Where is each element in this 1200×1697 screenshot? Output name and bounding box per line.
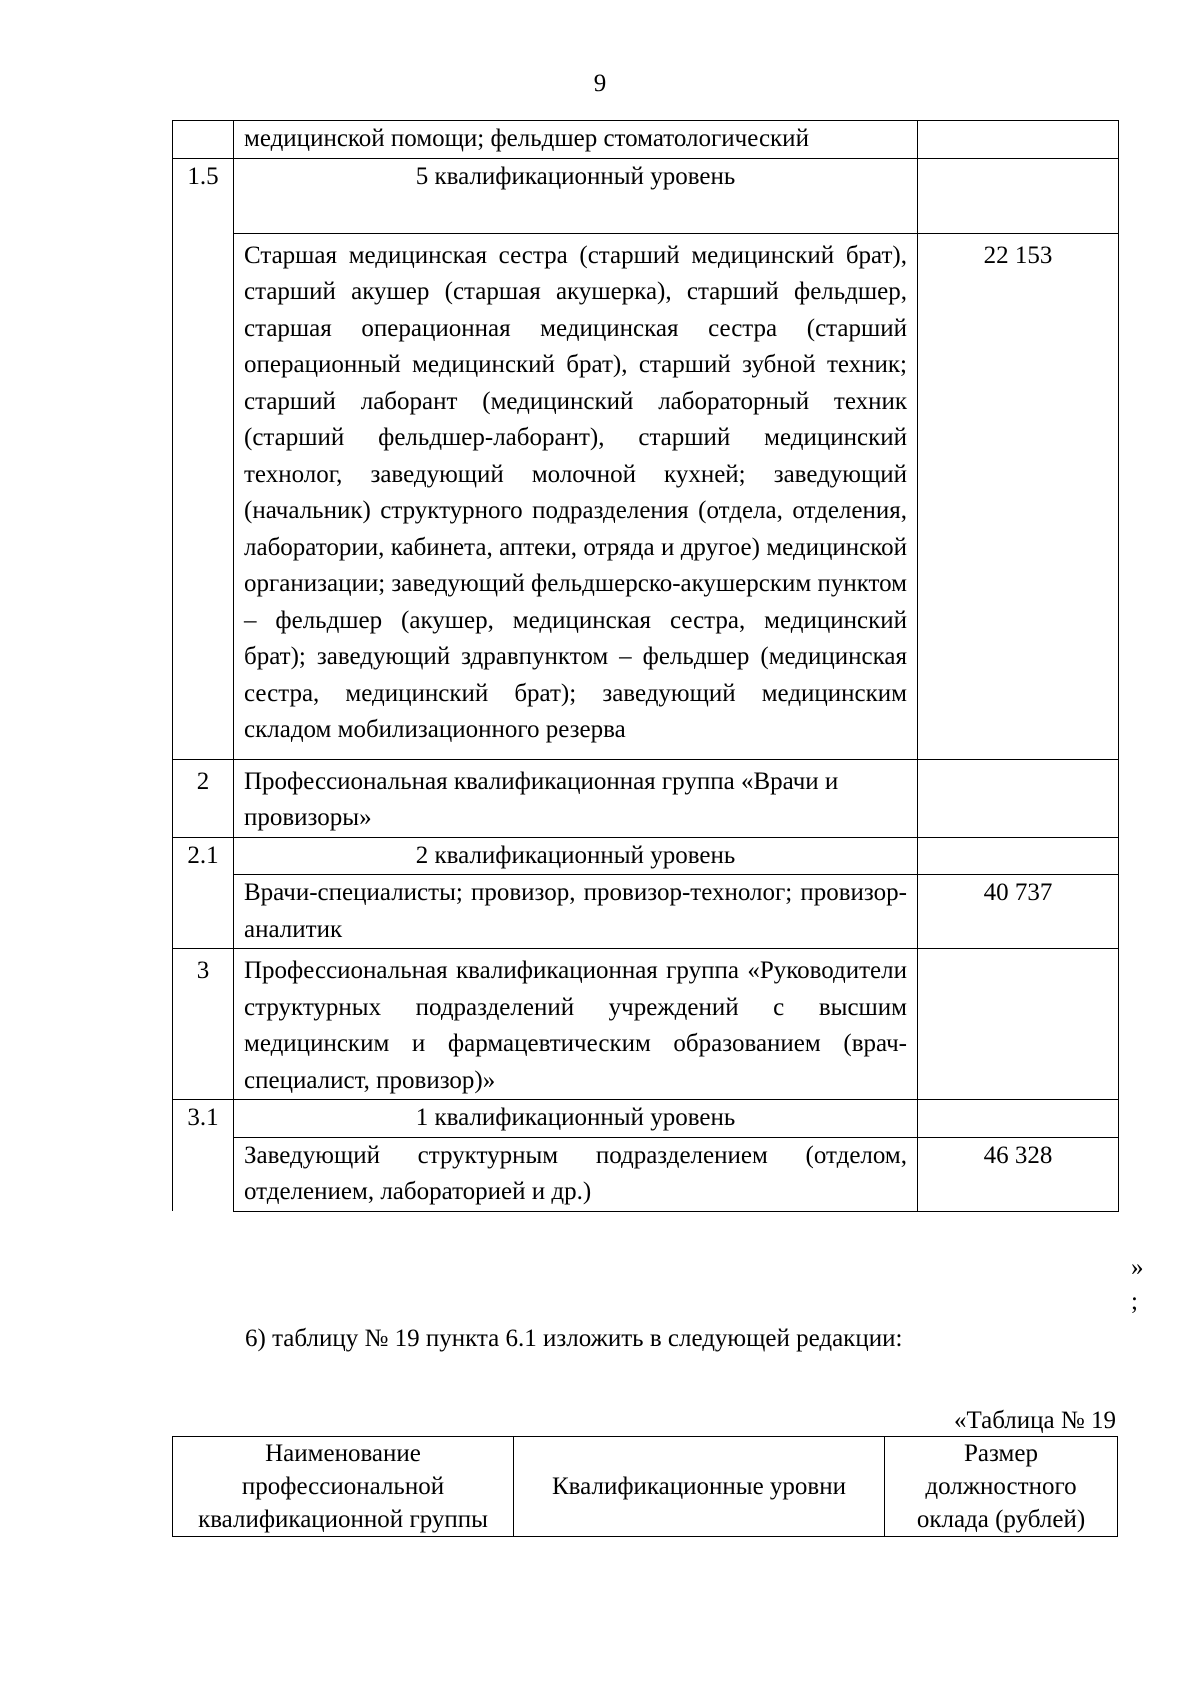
salary-value-empty <box>918 158 1119 233</box>
row-number <box>173 121 234 159</box>
salary-value <box>918 949 1119 1100</box>
row-number: 3 <box>173 949 234 1100</box>
salary-value: 46 328 <box>918 1137 1119 1211</box>
table-row <box>173 875 1119 949</box>
header-salary: Размер должностного оклада (рублей) <box>885 1437 1118 1537</box>
table-19-header <box>172 1436 1118 1537</box>
group-title: Профессиональная квалификационная группа «Руководители структурных подразделений учреждений с высшим медицинским и фармацевтическим образованием (врач-специалист, провизор)» <box>234 949 918 1100</box>
salary-value: 22 153 <box>918 233 1119 759</box>
qualification-level: 1 квалификационный уровень <box>234 1100 918 1138</box>
table-row <box>173 837 1119 875</box>
row-number: 3.1 <box>173 1100 234 1212</box>
table-row <box>173 233 1119 759</box>
salary-value <box>918 759 1119 837</box>
salary-value: 40 737 <box>918 875 1119 949</box>
closing-semicolon: ; <box>1131 1288 1138 1315</box>
table-row <box>173 121 1119 159</box>
header-group-name: Наименование профессиональной квалификационной группы <box>173 1437 514 1537</box>
position-text: Заведующий структурным подразделением (отделом, отделением, лабораторией и др.) <box>234 1137 918 1211</box>
header-row <box>173 1437 1118 1537</box>
table-row <box>173 1100 1119 1138</box>
table-row <box>173 1137 1119 1211</box>
header-qualification-levels: Квалификационные уровни <box>514 1437 885 1537</box>
salary-table <box>172 120 1119 1212</box>
position-text: Старшая медицинская сестра (старший медицинский брат), старший акушер (старшая акушерка), старший фельдшер, старшая операционная медицинская сестра (старший операционный медицинский брат), старший зубной техник; старший лаборант (медицинский лабораторный техник (старший фельдшер-лаборант), старший медицинский технолог, заведующий молочной кухней; заведующий (начальник) структурного подразделения (отдела, отделения, лаборатории, кабинета, аптеки, отряда и другое) медицинской организации; заведующий фельдшерско-акушерским пунктом – фельдшер (акушер, медицинская сестра, медицинский брат); заведующий здравпунктом – фельдшер (медицинская сестра, медицинский брат); заведующий медицинским складом мобилизационного резерва <box>234 233 918 759</box>
closing-quote: » <box>1131 1254 1144 1281</box>
group-title: Профессиональная квалификационная группа «Врачи и провизоры» <box>234 759 918 837</box>
table-row <box>173 759 1119 837</box>
page-number: 9 <box>593 70 607 97</box>
position-text: медицинской помощи; фельдшер стоматологический <box>234 121 918 159</box>
row-number: 2 <box>173 759 234 837</box>
row-number: 2.1 <box>173 837 234 949</box>
qualification-level: 2 квалификационный уровень <box>234 837 918 875</box>
salary-value-empty <box>918 1100 1119 1138</box>
table-row <box>173 158 1119 233</box>
row-number: 1.5 <box>173 158 234 759</box>
qualification-level: 5 квалификационный уровень <box>234 158 918 233</box>
salary-value <box>918 121 1119 159</box>
table-caption: «Таблица № 19 <box>953 1407 1116 1434</box>
salary-value-empty <box>918 837 1119 875</box>
table-row <box>173 949 1119 1100</box>
instruction-paragraph: 6) таблицу № 19 пункта 6.1 изложить в следующей редакции: <box>245 1325 903 1352</box>
position-text: Врачи-специалисты; провизор, провизор-технолог; провизор-аналитик <box>234 875 918 949</box>
